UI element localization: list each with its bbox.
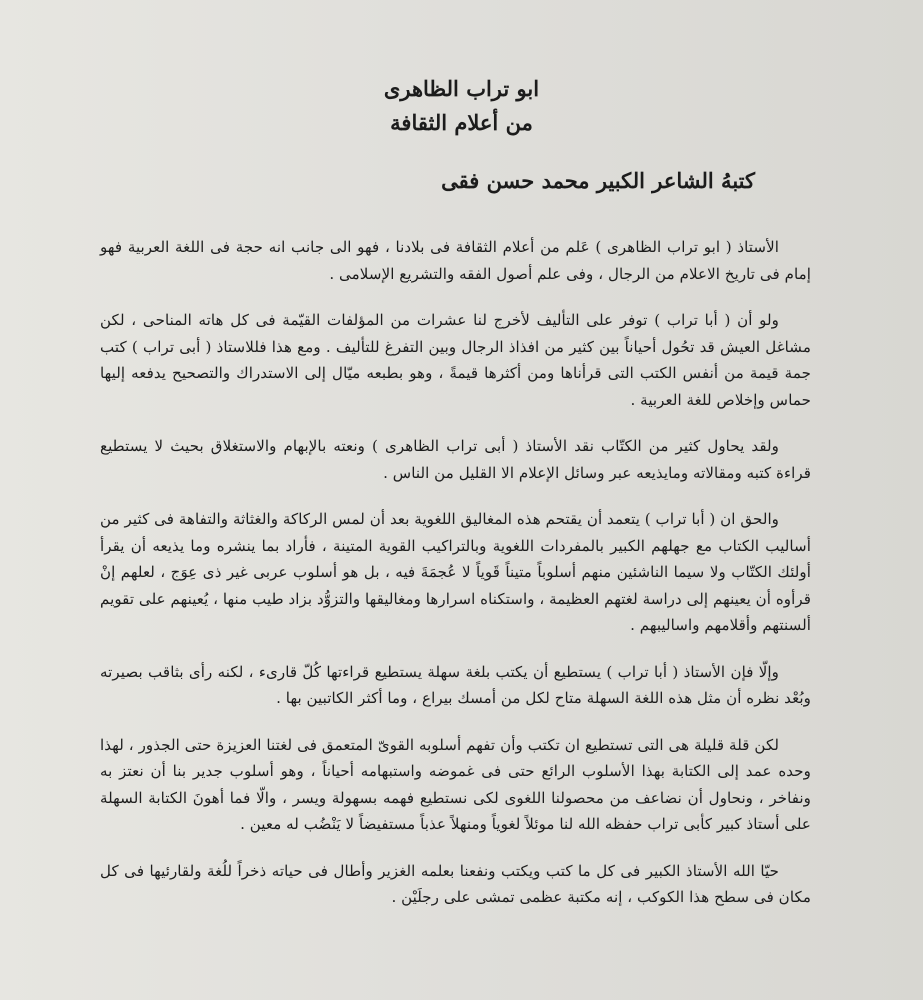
paragraph-2: ولو أن ( أبا تراب ) توفر على التأليف لأخرج لنا عشرات من المؤلفات القيّمة فى كل هاته المناحى ، لكن مشاغل العيش قد تحُول أحياناً بين كثير من افذاذ الرجال وبين التفرغ للتأليف . ومع هذا فللاستاذ ( أبى تراب ) كتب جمة قيمة من أنفس الكتب التى قرأناها ومن أكثرها قيمةً ، وهو بطبعه ميّال إلى الاستدراك والتصحيح يدفعه إليها حماس وإخلاص للغة العربية . [100, 311, 811, 409]
title-block [0, 72, 923, 140]
paragraph-3: ولقد يحاول كثير من الكتّاب نقد الأستاذ ( أبى تراب الظاهرى ) ونعته بالإبهام والاستغلاق بحيث لا يستطيع قراءة كتبه ومقالاته ومايذيعه عبر وسائل الإعلام الا القليل من الناس . [100, 437, 811, 482]
paragraph-1: الأستاذ ( ابو تراب الظاهرى ) عَلم من أعلام الثقافة فى بلادنا ، فهو الى جانب انه حجة فى اللغة العربية فهو إمام فى تاريخ الاعلام من الرجال ، وفى علم أصول الفقه والتشريع الإسلامى . [100, 238, 811, 283]
article-body [100, 234, 811, 931]
author-byline: كتبهُ الشاعر الكبير محمد حسن فقى [441, 168, 755, 193]
paragraph-7: حيّا الله الأستاذ الكبير فى كل ما كتب ويكتب ونفعنا بعلمه الغزير وأطال فى حياته ذخراً للُغة ولقارئيها فى كل مكان فى سطح هذا الكوكب ، إنه مكتبة عظمى تمشى على رجلَيْن . [100, 861, 811, 906]
title-line-2: من أعلام الثقافة [390, 110, 533, 135]
title-line-1: ابو تراب الظاهرى [383, 76, 540, 101]
paragraph-5: وإلّا فإن الأستاذ ( أبا تراب ) يستطيع أن يكتب بلغة سهلة يستطيع قراءتها كُلّ قارىء ، لكنه رأى بثاقب بصيرته وبُعْد نظره أن مثل هذه اللغة السهلة متاح لكل من أمسك بيراع ، وما أكثر الكاتبين بها . [100, 662, 811, 707]
paragraph-4: والحق ان ( أبا تراب ) يتعمد أن يقتحم هذه المغاليق اللغوية بعد أن لمس الركاكة والغثاثة والتفاهة فى كثير من أساليب الكتاب مع جهلهم الكبير بالمفردات اللغوية وبالتراكيب القوية المتينة ، فأراد بما ينشره وما يذيعه أن يقرأ أولئك الكتّاب ولا سيما الناشئين منهم أسلوباً متيناً قَوياً لا عُجمَةَ فيه ، بل هو أسلوب عربى غير ذى عِوَج ، لعلهم إنْ قرأوه أن يعينهم إلى دراسة لغتهم العظيمة ، واستكناه اسرارها ومغاليقها والتزوُّد بزاد طيب منها ، يُعينهم على تقويم ألسنتهم وأقلامهم واساليبهم . [100, 510, 811, 634]
paragraph-6: لكن قلة قليلة هى التى تستطيع ان تكتب وأن تفهم أسلوبه القوىّ المتعمق فى لغتنا العزيزة حتى الجذور ، لهذا وحده عمد إلى الكتابة بهذا الأسلوب الرائع حتى فى غموضه واستبهامه أحياناً ، وهو أسلوب جدير بنا أن نعتز به ونفاخر ، ونحاول أن نضاعف من محصولنا اللغوى لكى نستطيع فهمه بسهولة ويسر ، والّا فما أهونَ الكتابة السهلة على أستاذ كبير كأبى تراب حفظه الله لنا موئلاً لغوياً ومنهلاً عذباً مستفيضاً لا يَنْضُب له معين . [100, 735, 811, 833]
